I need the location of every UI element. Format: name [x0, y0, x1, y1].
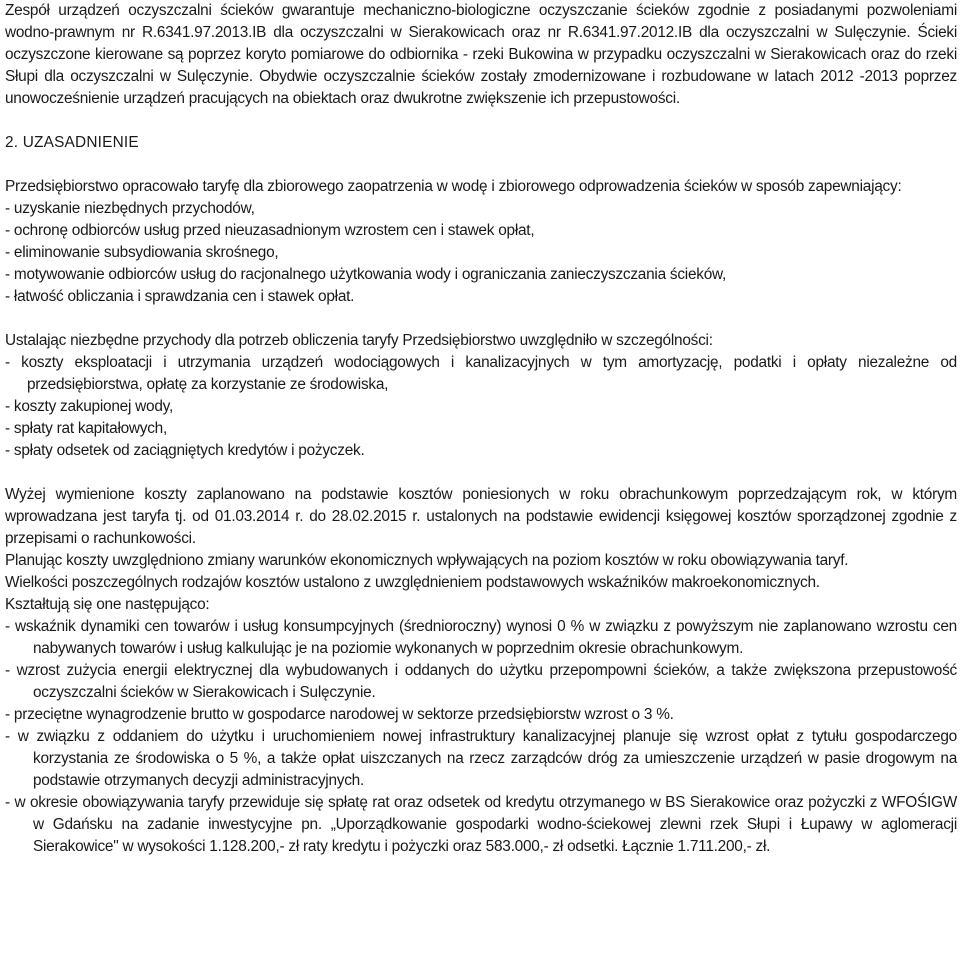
intro-paragraph: Zespół urządzeń oczyszczalni ścieków gwarantuje mechaniczno-biologiczne oczyszczanie ścieków zgodnie z posiadanymi pozwoleniami wodno-prawnym nr R.6341.97.2013.IB dla oczyszczalni w Sierakowicach oraz nr R.6341.97.2012.IB dla oczyszczalni w Sulęczynie. Ścieki oczyszczone kierowane są poprzez koryto pomiarowe do odbiornika - rzeki Bukowina w przypadku oczyszczalni w Sierakowicach oraz do rzeki Słupi dla oczyszczalni w Sulęczynie. Obydwie oczyszczalnie ścieków zostały zmodernizowane i rozbudowane w latach 2012 -2013 poprzez unowocześnienie urządzeń pracujących na obiektach oraz dwukrotne zwiększenie ich przepustowości. — [5, 2, 957, 107]
costs-item: - w okresie obowiązywania taryfy przewiduje się spłatę rat oraz odsetek od kredytu otrzymanego w BS Sierakowice oraz pożyczki z WFOŚIGW w Gdańsku na zadanie inwestycyjne pn. „Uporządkowanie gospodarki wodno-ściekowej zlewni rzek Słupi i Łupawy w aglomeracji Sierakowice" w wysokości 1.128.200,- zł raty kredytu i pożyczki oraz 583.000,- zł odsetki. Łącznie 1.711.200,- zł. — [5, 794, 957, 855]
costs-item: - w związku z oddaniem do użytku i uruchomieniem nowej infrastruktury kanalizacyjnej planuje się wzrost opłat z tytułu gospodarczego korzystania ze środowiska o 5 %, a także opłat uiszczanych na rzecz zarządców dróg za umieszczenie urządzeń w pasie drogowym na podstawie otrzymanych decyzji administracyjnych. — [5, 728, 957, 789]
costs-paragraph: Wyżej wymienione koszty zaplanowano na podstawie kosztów poniesionych w roku obrachunkowym poprzedzającym rok, w którym wprowadzana jest taryfa tj. od 01.03.2014 r. do 28.02.2015 r. ustalonych na podstawie ewidencji księgowej kosztów sporządzonej zgodnie z przepisami o rachunkowości. — [5, 486, 957, 547]
spacer — [5, 308, 957, 330]
purpose-lead: Przedsiębiorstwo opracowało taryfę dla zbiorowego zaopatrzenia w wodę i zbiorowego odprowadzenia ścieków w sposób zapewniający: — [5, 178, 902, 195]
costs-paragraph: Kształtują się one następująco: — [5, 596, 210, 613]
purpose-item: - ochronę odbiorców usług przed nieuzasadnionym wzrostem cen i stawek opłat, — [5, 222, 535, 239]
purpose-item: - eliminowanie subsydiowania skrośnego, — [5, 244, 279, 261]
purpose-item: - motywowanie odbiorców usług do racjonalnego użytkowania wody i ograniczania zanieczyszczania ścieków, — [5, 266, 727, 283]
revenue-lead: Ustalając niezbędne przychody dla potrzeb obliczenia taryfy Przedsiębiorstwo uwzględniło w szczególności: — [5, 332, 713, 349]
revenue-item: - spłaty rat kapitałowych, — [5, 420, 168, 437]
costs-item: - wskaźnik dynamiki cen towarów i usług konsumpcyjnych (średnioroczny) wynosi 0 % w związku z powyższym nie zaplanowano wzrostu cen nabywanych towarów i usług kalkulując je na poziomie wykonanych w poprzednim okresie obrachunkowym. — [5, 618, 957, 657]
costs-paragraph: Planując koszty uwzględniono zmiany warunków ekonomicznych wpływających na poziom kosztów w roku obowiązywania taryf. — [5, 552, 849, 569]
revenue-item: - koszty eksploatacji i utrzymania urządzeń wodociągowych i kanalizacyjnych w tym amortyzację, podatki i opłaty niezależne od przedsiębiorstwa, opłatę za korzystanie ze środowiska, — [5, 354, 957, 393]
revenue-item: - spłaty odsetek od zaciągniętych kredytów i pożyczek. — [5, 442, 365, 459]
spacer — [5, 154, 957, 176]
spacer — [5, 462, 957, 484]
spacer — [5, 110, 957, 132]
purpose-item: - uzyskanie niezbędnych przychodów, — [5, 200, 255, 217]
costs-paragraph: Wielkości poszczególnych rodzajów kosztów ustalono z uwzględnieniem podstawowych wskaźników makroekonomicznych. — [5, 574, 820, 591]
revenue-item: - koszty zakupionej wody, — [5, 398, 173, 415]
document-page — [5, 0, 957, 858]
costs-item: - wzrost zużycia energii elektrycznej dla wybudowanych i oddanych do użytku przepompowni ścieków, a także zwiększona przepustowość oczyszczalni ścieków w Sierakowicach i Sulęczynie. — [5, 662, 957, 701]
purpose-item: - łatwość obliczania i sprawdzania cen i stawek opłat. — [5, 288, 355, 305]
costs-item: - przeciętne wynagrodzenie brutto w gospodarce narodowej w sektorze przedsiębiorstw wzrost o 3 %. — [5, 706, 674, 723]
section-heading: 2. UZASADNIENIE — [5, 134, 139, 151]
